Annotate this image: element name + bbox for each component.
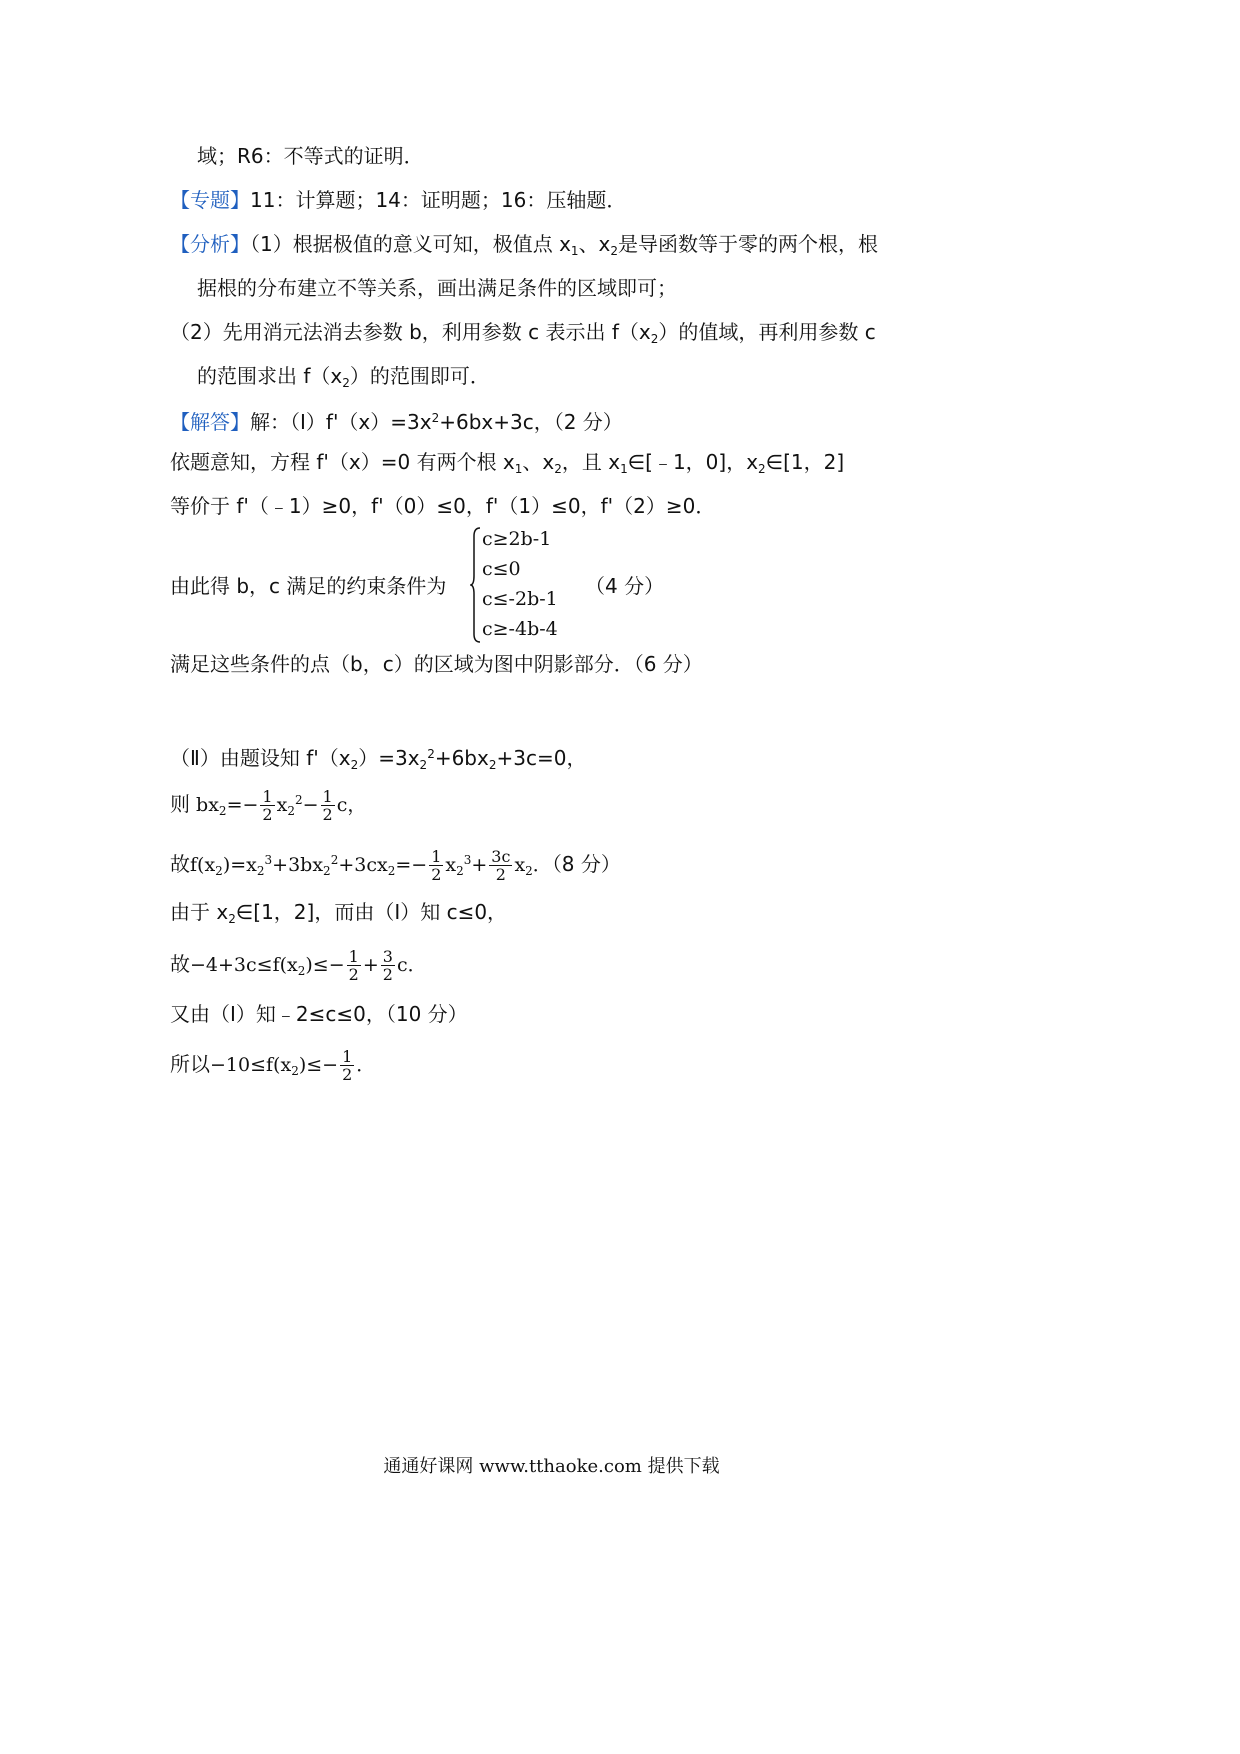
constraint-system <box>470 526 580 644</box>
formula-line: 故$-4+3c\le f(x_2)\le-$ $\frac{1}{2}$ + $\frac{3}{2}$ c． <box>170 947 427 984</box>
text-line: 由此得 b，c 满足的约束条件为 <box>170 574 447 598</box>
answer-tag: 【解答】 <box>170 410 250 434</box>
text-line: 的范围求出 $f(x_2)$的范围即可． <box>197 364 490 390</box>
text-line: 满足这些条件的点（b，c）的区域为图中阴影部分．（6 分） <box>170 652 703 676</box>
text-line: （2）先用消元法消去参数 b，利用参数 c 表示出 $f(x_2)$的值域，再利用参数 c <box>170 320 876 346</box>
score-note: （4 分） <box>585 574 665 598</box>
constraint-4: c≥-4b-4 <box>482 618 558 640</box>
constraint-1: c≥2b-1 <box>482 528 552 550</box>
text-line: 据根的分布建立不等关系，画出满足条件的区域即可； <box>197 276 677 300</box>
formula-line: 则 $bx_2=-$ $\frac{1}{2}$ $x_2^2-$ $\frac{1}{2}$ c， <box>170 787 367 824</box>
text-line: 等价于 f'（﹣1）≥0，f'（0）≤0，f'（1）≤0，f'（2）≥0． <box>170 494 716 518</box>
analysis-line: 【分析】（1）根据极值的意义可知，极值点 $x_1$、$x_2$是导函数等于零的两个根，根 <box>170 232 879 258</box>
constraint-3: c≤-2b-1 <box>482 588 558 610</box>
text-line: 依题意知，方程 f'（x）=0 有两个根 $x_1$、$x_2$，且 $x_1\in[﹣1$，0]，$x_2\in[1$，2] <box>170 450 845 476</box>
text-line: 又由（Ⅰ）知﹣2≤c≤0，（10 分） <box>170 1002 468 1026</box>
text-line: （Ⅱ）由题设知 $f'(x_2)=3x_2^2+6bx_2+3c=0$， <box>170 746 587 772</box>
topic-tag: 【专题】 <box>170 188 250 212</box>
analysis-tag: 【分析】 <box>170 232 250 256</box>
text-line: 域；R6：不等式的证明． <box>197 144 424 168</box>
answer-line: 【解答】解：$(Ⅰ)f'(x)=3x^2+6bx+3c$，（2 分） <box>170 410 623 434</box>
text-line: 由于 $x_2\in[1$，2]，而由（Ⅰ）知 c≤0， <box>170 900 508 926</box>
topic-line: 【专题】11：计算题；14：证明题；16：压轴题． <box>170 188 627 212</box>
constraint-2: c≤0 <box>482 558 521 580</box>
brace-icon <box>470 526 482 644</box>
footer-credit: 通通好课网 www.tthaoke.com 提供下载 <box>383 1456 720 1477</box>
formula-line: 故$f(x_2)=x_2^3+3bx_2^2+3cx_2=-$ $\frac{1}{2}$ $x_2^3+$ $\frac{3c}{2}$ $x_2$．（8 分） <box>170 847 621 884</box>
formula-line: 所以$-10\le f(x_2)\le-$ $\frac{1}{2}$ ． <box>170 1047 376 1084</box>
